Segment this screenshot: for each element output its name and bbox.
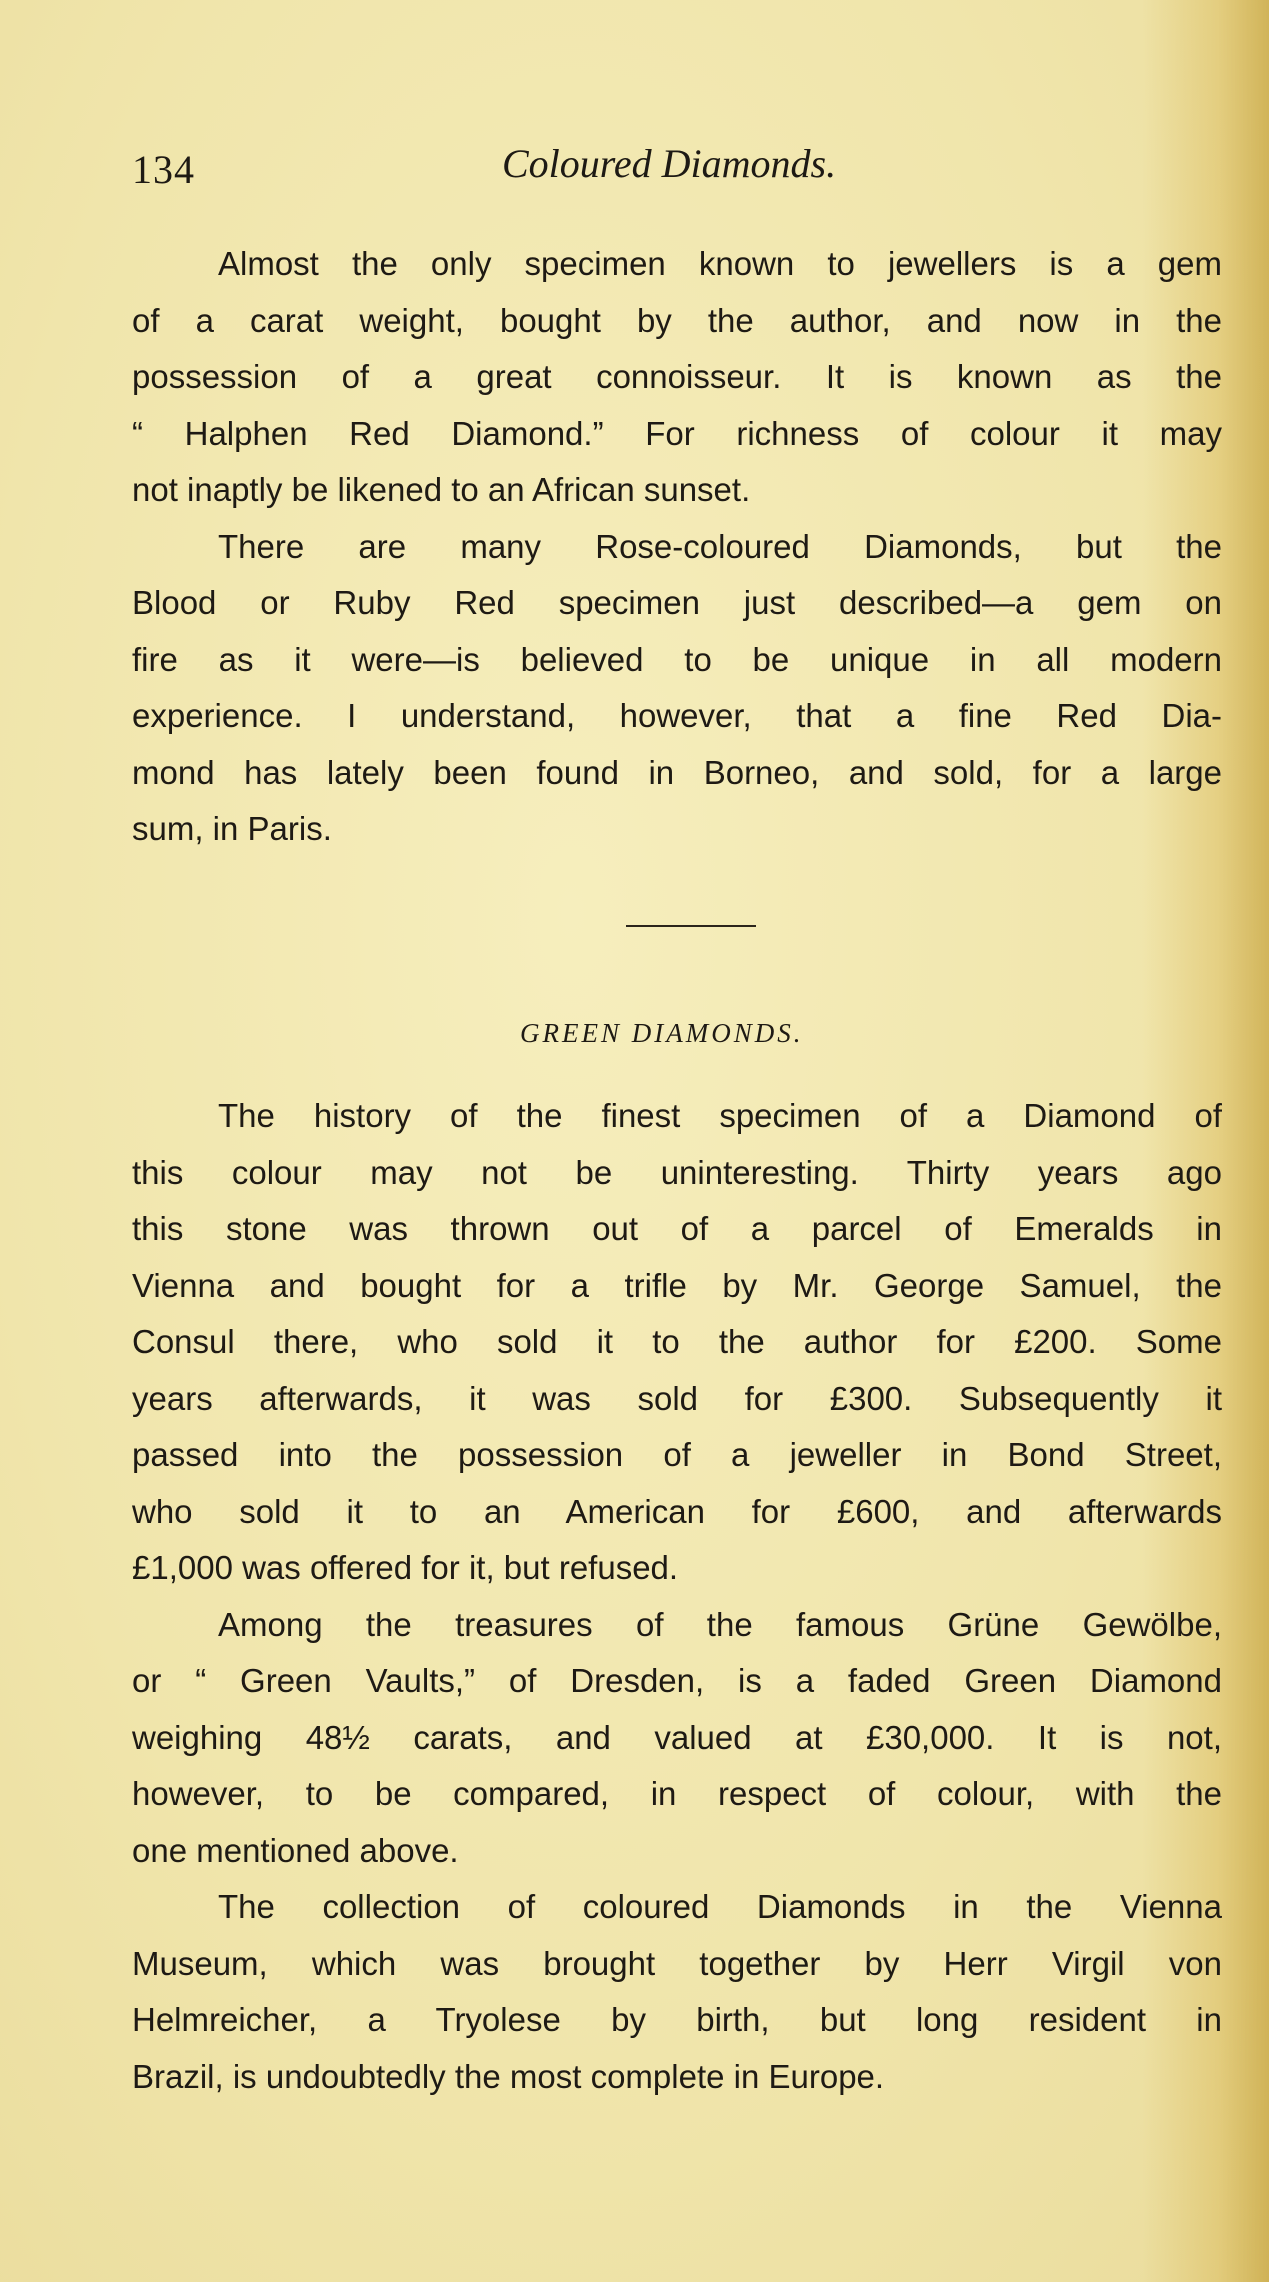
text-line: mond has lately been found in Borneo, and sold, for a large — [132, 753, 1222, 791]
text-line: this stone was thrown out of a parcel of Emeralds in — [132, 1210, 1222, 1247]
text-line: sum, in Paris. — [132, 810, 332, 847]
green-diamond-section — [132, 1088, 1222, 2105]
text-line: The collection of coloured Diamonds in the Vienna — [218, 1888, 1222, 1925]
section-heading: GREEN DIAMONDS. — [520, 1018, 804, 1048]
page-number: 134 — [132, 147, 195, 192]
text-line: Among the treasures of the famous Grüne Gewölbe, — [218, 1605, 1222, 1643]
text-line: not inaptly be likened to an African sunset. — [132, 471, 751, 508]
text-line: Almost the only specimen known to jewellers is a gem — [218, 245, 1222, 282]
text-line: Vienna and bought for a trifle by Mr. George Samuel, the — [132, 1266, 1222, 1304]
text-line: Consul there, who sold it to the author for £200. Some — [132, 1323, 1222, 1360]
text-line: weighing 48½ carats, and valued at £30,000. It is not, — [132, 1718, 1222, 1756]
text-line: £1,000 was offered for it, but refused. — [132, 1549, 679, 1586]
running-title: Coloured Diamonds. — [502, 141, 837, 186]
text-line: Helmreicher, a Tryolese by birth, but long resident in — [132, 2001, 1222, 2038]
text-line: however, to be compared, in respect of colour, with the — [132, 1775, 1222, 1812]
text-line: The history of the finest specimen of a Diamond of — [218, 1097, 1222, 1134]
text-line: experience. I understand, however, that a fine Red Dia- — [132, 697, 1222, 734]
text-line: Brazil, is undoubtedly the most complete in Europe. — [132, 2057, 885, 2095]
text-line: passed into the possession of a jeweller in Bond Street, — [132, 1436, 1222, 1473]
text-line: who sold it to an American for £600, and afterwards — [132, 1492, 1222, 1530]
text-line: Blood or Ruby Red specimen just described—a gem on — [132, 584, 1222, 621]
text-line: or “ Green Vaults,” of Dresden, is a faded Green Diamond — [132, 1662, 1222, 1699]
section-divider — [626, 925, 756, 927]
text-line: “ Halphen Red Diamond.” For richness of colour it may — [132, 414, 1222, 452]
text-line: one mentioned above. — [132, 1831, 459, 1869]
text-line: of a carat weight, bought by the author, and now in the — [132, 301, 1222, 339]
text-line: There are many Rose-coloured Diamonds, but the — [218, 527, 1222, 565]
text-line: years afterwards, it was sold for £300. Subsequently it — [132, 1379, 1222, 1417]
red-diamond-section — [132, 236, 1222, 858]
page-header — [132, 140, 1142, 200]
text-line: this colour may not be uninteresting. Thirty years ago — [132, 1153, 1222, 1191]
text-line: fire as it were—is believed to be unique in all modern — [132, 640, 1222, 678]
text-line: Museum, which was brought together by Herr Virgil von — [132, 1944, 1222, 1982]
text-line: possession of a great connoisseur. It is known as the — [132, 358, 1222, 395]
